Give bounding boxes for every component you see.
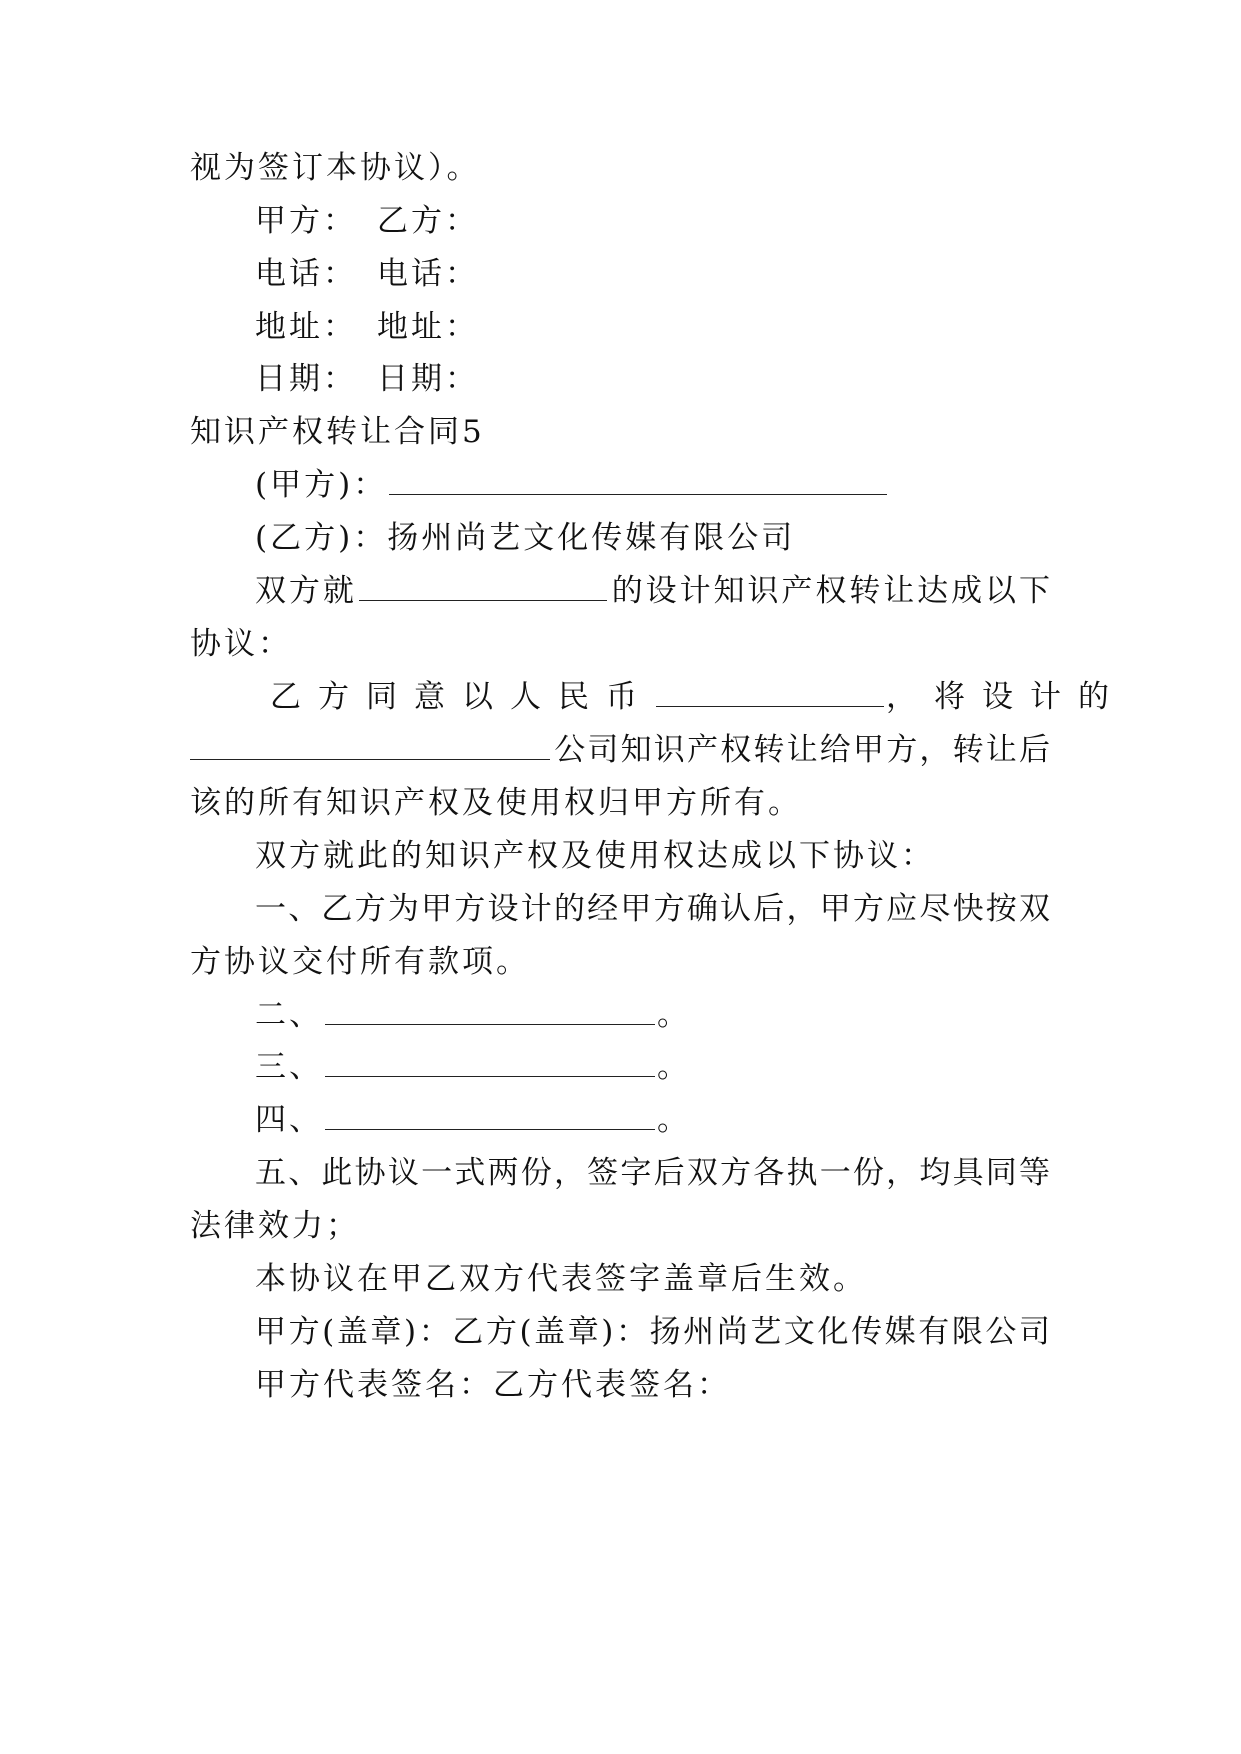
line-text: ，将设计的 [886, 679, 1126, 715]
section-title [190, 412, 1050, 452]
clause-blank [325, 997, 655, 1025]
party-line [255, 201, 1050, 241]
clause-4 [255, 1100, 1050, 1140]
clause-blank [325, 1049, 655, 1077]
subject-blank [359, 573, 607, 601]
line-text: 双方就 [255, 573, 357, 609]
phone-b-label: 电话： [377, 256, 479, 292]
line-text: 乙方同意以人民币 [270, 679, 654, 715]
clause-number: 三、 [255, 1049, 323, 1085]
sign-b-label: 乙方代表签名： [493, 1367, 731, 1403]
text-line [190, 624, 1050, 664]
seal-a-label: 甲方(盖章)： [255, 1314, 453, 1350]
period: 。 [657, 1102, 691, 1138]
address-line [255, 307, 1050, 347]
company-blank [190, 732, 550, 760]
line-text: 五、此协议一式两份，签字后双方各执一份，均具同等 [255, 1155, 1050, 1191]
line-text: 法律效力； [190, 1208, 360, 1244]
address-b-label: 地址： [377, 309, 479, 345]
line-text: 该的所有知识产权及使用权归甲方所有。 [190, 785, 802, 821]
party-a-label: (甲方)： [255, 467, 388, 503]
text-line [255, 836, 1050, 876]
line-text: 视为签订本协议）。 [190, 150, 481, 186]
address-a-label: 地址： [255, 309, 357, 345]
line-text: 本协议在甲乙双方代表签字盖章后生效。 [255, 1261, 867, 1297]
clause-5 [255, 1153, 1050, 1193]
yi-line [255, 518, 1050, 558]
subject-line [255, 571, 1050, 611]
contract-title: 知识产权转让合同5 [190, 414, 485, 450]
clause-3 [255, 1047, 1050, 1087]
party-b-label: 乙方： [377, 203, 479, 239]
date-a-label: 日期： [255, 361, 357, 397]
party-a-blank [389, 467, 887, 495]
line-text: 协议： [190, 626, 292, 662]
seal-line [255, 1312, 1050, 1352]
clause-1-cont [190, 942, 1050, 982]
line-text: 一、乙方为甲方设计的经甲方确认后，甲方应尽快按双 [255, 891, 1050, 927]
line-text: 公司知识产权转让给甲方，转让后 [552, 732, 1050, 768]
line-text: 双方就此的知识产权及使用权达成以下协议： [255, 838, 935, 874]
phone-a-label: 电话： [255, 256, 357, 292]
sign-a-label: 甲方代表签名： [255, 1367, 493, 1403]
period: 。 [657, 997, 691, 1033]
party-a-label: 甲方： [255, 203, 357, 239]
price-blank [656, 679, 884, 707]
price-line [270, 677, 1126, 717]
line-text: 方协议交付所有款项。 [190, 944, 530, 980]
party-b-label: (乙方)： [255, 520, 388, 556]
clause-5-cont [190, 1206, 1050, 1246]
effective-line [255, 1259, 1050, 1299]
company-line [190, 730, 1050, 770]
signature-line [255, 1365, 1050, 1405]
phone-line [255, 254, 1050, 294]
clause-number: 二、 [255, 997, 323, 1033]
clause-number: 四、 [255, 1102, 323, 1138]
seal-b-label: 乙方(盖章)： [452, 1314, 650, 1350]
line-text: 的设计知识产权转让达成以下 [608, 573, 1050, 609]
text-line [190, 148, 1050, 188]
clause-2 [255, 995, 1050, 1035]
party-b-company: 扬州尚艺文化传媒有限公司 [387, 520, 796, 556]
jia-line [255, 465, 1050, 505]
date-line [255, 359, 1050, 399]
clause-1 [255, 889, 1050, 929]
period: 。 [657, 1049, 691, 1085]
party-b-company: 扬州尚艺文化传媒有限公司 [649, 1314, 1050, 1350]
date-b-label: 日期： [377, 361, 479, 397]
text-line [190, 783, 1050, 823]
clause-blank [325, 1102, 655, 1130]
